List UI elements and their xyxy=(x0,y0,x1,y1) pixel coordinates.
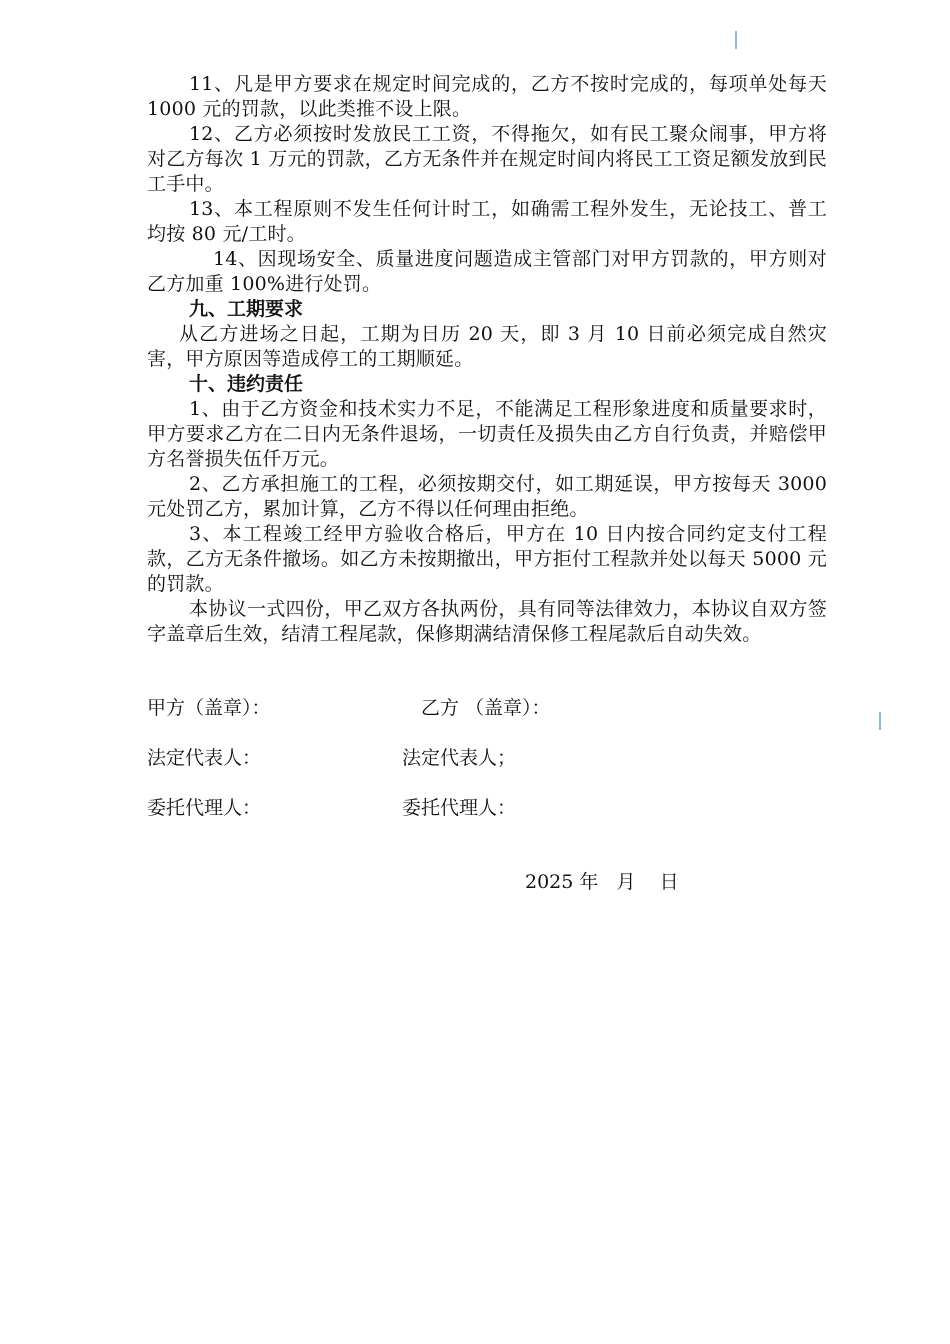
signing-date: 2025 年 月 日 xyxy=(525,871,679,893)
signature-row-agent xyxy=(147,796,517,821)
section-10-heading: 十、违约责任 xyxy=(189,373,304,395)
breach-clause-2: 2、乙方承担施工的工程，必须按期交付，如工期延误，甲方按每天 3000 元处罚乙方，累加计算，乙方不得以任何理由拒绝。 xyxy=(147,473,827,520)
party-a-agent-label: 委托代理人： xyxy=(147,797,262,819)
section-9-heading: 九、工期要求 xyxy=(189,298,304,320)
signature-row-seal xyxy=(147,696,551,721)
clause-14: 14、因现场安全、质量进度问题造成主管部门对甲方罚款的，甲方则对乙方加重 100%进行处罚。 xyxy=(147,248,827,295)
contract-body xyxy=(147,72,827,647)
section-9-text: 从乙方进场之日起，工期为日历 20 天，即 3 月 10 日前必须完成自然灾害，甲方原因等造成停工的工期顺延。 xyxy=(147,323,827,370)
clause-11: 11、凡是甲方要求在规定时间完成的，乙方不按时完成的，每项单处每天 1000 元的罚款，以此类推不设上限。 xyxy=(147,73,827,120)
clause-12: 12、乙方必须按时发放民工工资，不得拖欠，如有民工聚众闹事，甲方将对乙方每次 1 万元的罚款，乙方无条件并在规定时间内将民工工资足额发放到民工手中。 xyxy=(147,123,827,195)
breach-clause-3: 3、本工程竣工经甲方验收合格后，甲方在 10 日内按合同约定支付工程款，乙方无条件撤场。如乙方未按期撤出，甲方拒付工程款并处以每天 5000 元的罚款。 xyxy=(147,523,827,595)
signature-row-rep xyxy=(147,746,517,771)
party-b-rep-label: 法定代表人； xyxy=(402,747,517,769)
party-b-seal-label: 乙方 （盖章）： xyxy=(421,697,551,719)
edge-mark-right xyxy=(879,712,881,730)
clause-13: 13、本工程原则不发生任何计时工，如确需工程外发生，无论技工、普工均按 80 元/工时。 xyxy=(147,198,827,245)
agreement-closing: 本协议一式四份，甲乙双方各执两份，具有同等法律效力，本协议自双方签字盖章后生效，结清工程尾款，保修期满结清保修工程尾款后自动失效。 xyxy=(147,598,827,645)
party-a-seal-label: 甲方（盖章）： xyxy=(147,697,271,719)
edge-mark-top xyxy=(735,31,737,49)
party-b-agent-label: 委托代理人： xyxy=(402,797,517,819)
party-a-rep-label: 法定代表人： xyxy=(147,747,262,769)
breach-clause-1: 1、由于乙方资金和技术实力不足，不能满足工程形象进度和质量要求时，甲方要求乙方在二日内无条件退场，一切责任及损失由乙方自行负责，并赔偿甲方名誉损失伍仟万元。 xyxy=(147,398,827,470)
